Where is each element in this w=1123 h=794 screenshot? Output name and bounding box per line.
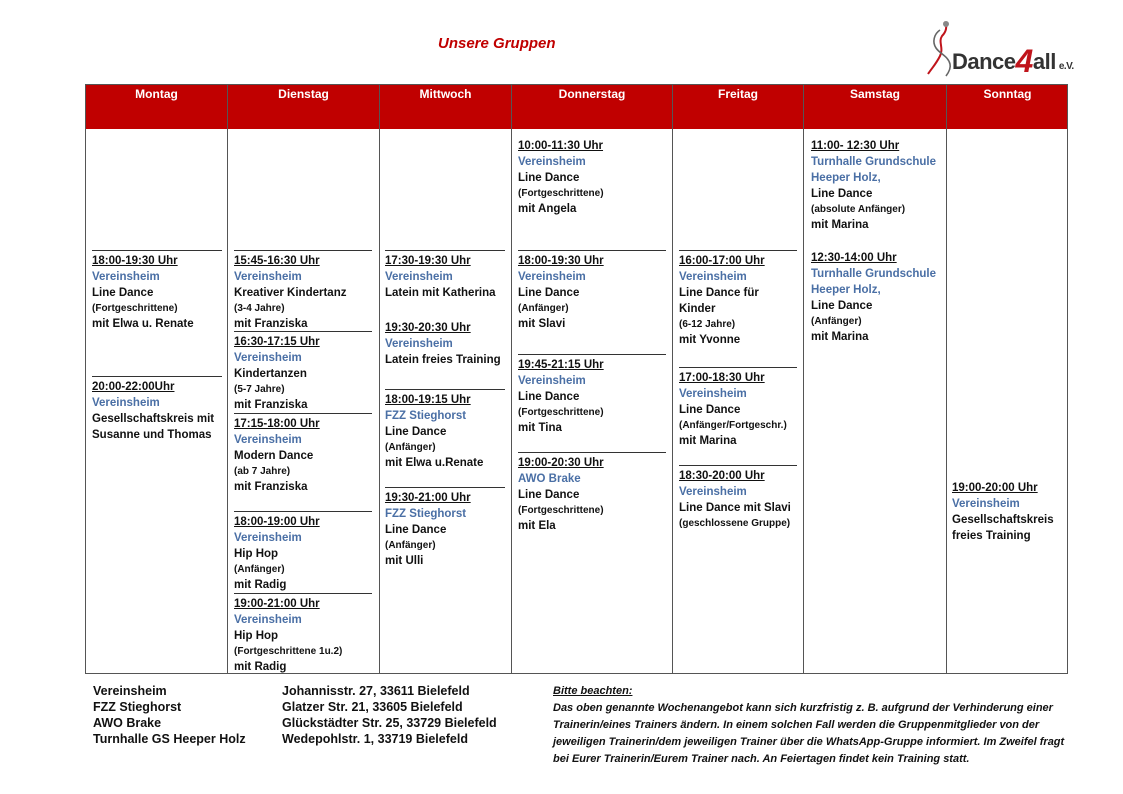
day-header-samstag: Samstag [849, 87, 901, 101]
schedule-entry: 19:00-21:00 Uhr Vereinsheim Hip Hop (Fortgeschrittene 1u.2) mit Radig [234, 593, 372, 675]
legend-row: AWO Brake Glückstädter Str. 25, 33729 Bielefeld [93, 716, 497, 730]
schedule-entry: 16:00-17:00 Uhr Vereinsheim Line Dance für Kinder (6-12 Jahre) mit Yvonne [679, 250, 797, 348]
dance4all-logo [922, 18, 1092, 78]
schedule-entry: 18:00-19:30 Uhr Vereinsheim Line Dance (Anfänger) mit Slavi [518, 250, 666, 332]
day-header-freitag: Freitag [717, 87, 758, 101]
day-header-donnerstag: Donnerstag [558, 87, 626, 101]
schedule-entry: 18:30-20:00 Uhr Vereinsheim Line Dance mit Slavi (geschlossene Gruppe) [679, 465, 797, 531]
schedule-entry: 19:00-20:00 Uhr Vereinsheim Gesellschaftskreis freies Training [952, 482, 1054, 542]
schedule-entry: 20:00-22:00Uhr Vereinsheim Gesellschaftskreis mit Susanne und Thomas [92, 376, 222, 443]
page-title: Unsere Gruppen [438, 35, 556, 52]
notice-text: Bitte beachten: Das oben genannte Wochenangebot kann sich kurzfristig z. B. aufgrund der Verhinderung einer Trainerin/eines Trainers ändern. In einem solchen Fall werden die Gruppenmitglieder von der jeweiligen Trainerin/dem jeweiligen Trainer über die WhatsApp-Gruppe informiert. Im Zweifel fragt bei Eurer Trainerin/Eurem Trainer nach. An Feiertagen findet kein Training statt. [553, 685, 1065, 765]
schedule-entry: 19:30-21:00 Uhr FZZ Stieghorst Line Dance (Anfänger) mit Ulli [385, 487, 505, 569]
day-header-dienstag: Dienstag [278, 87, 329, 101]
schedule-entry: 16:30-17:15 Uhr Vereinsheim Kindertanzen (5-7 Jahre) mit Franziska [234, 331, 372, 413]
schedule-entry: 12:30-14:00 Uhr Turnhalle Grundschule Heeper Holz, Line Dance (Anfänger) mit Marina [811, 252, 937, 343]
schedule-entry: 17:15-18:00 Uhr Vereinsheim Modern Dance (ab 7 Jahre) mit Franziska [234, 413, 372, 495]
day-header-montag: Montag [135, 87, 178, 101]
schedule-entry: 18:00-19:30 Uhr Vereinsheim Line Dance (Fortgeschrittene) mit Elwa u. Renate [92, 250, 222, 332]
schedule-entry: 17:00-18:30 Uhr Vereinsheim Line Dance (Anfänger/Fortgeschr.) mit Marina [679, 367, 797, 449]
schedule-entry: 19:30-20:30 Uhr Vereinsheim Latein freies Training [385, 322, 501, 366]
schedule-table [85, 84, 1068, 674]
schedule-entry: 19:00-20:30 Uhr AWO Brake Line Dance (Fortgeschrittene) mit Ela [518, 452, 666, 534]
legend-row: Turnhalle GS Heeper Holz Wedepohlstr. 1, 33719 Bielefeld [93, 732, 468, 746]
day-header-sonntag: Sonntag [983, 87, 1032, 101]
schedule-entry: 19:45-21:15 Uhr Vereinsheim Line Dance (Fortgeschrittene) mit Tina [518, 354, 666, 436]
legend-row: Vereinsheim Johannisstr. 27, 33611 Bielefeld [93, 684, 470, 698]
schedule-entry: 18:00-19:00 Uhr Vereinsheim Hip Hop (Anfänger) mit Radig [234, 511, 372, 593]
legend-row: FZZ Stieghorst Glatzer Str. 21, 33605 Bielefeld [93, 700, 463, 714]
schedule-entry: 18:00-19:15 Uhr FZZ Stieghorst Line Dance (Anfänger) mit Elwa u.Renate [385, 389, 505, 471]
logo-wordmark: Dance4all e.V. [952, 43, 1074, 79]
day-header-mittwoch: Mittwoch [419, 87, 472, 101]
schedule-entry: 11:00- 12:30 Uhr Turnhalle Grundschule Heeper Holz, Line Dance (absolute Anfänger) mit Marina [811, 140, 937, 231]
location-legend [93, 683, 497, 747]
schedule-entry: 10:00-11:30 Uhr Vereinsheim Line Dance (Fortgeschrittene) mit Angela [518, 140, 604, 215]
schedule-entry: 15:45-16:30 Uhr Vereinsheim Kreativer Kindertanz (3-4 Jahre) mit Franziska [234, 250, 372, 332]
schedule-entry: 17:30-19:30 Uhr Vereinsheim Latein mit Katherina [385, 250, 505, 301]
